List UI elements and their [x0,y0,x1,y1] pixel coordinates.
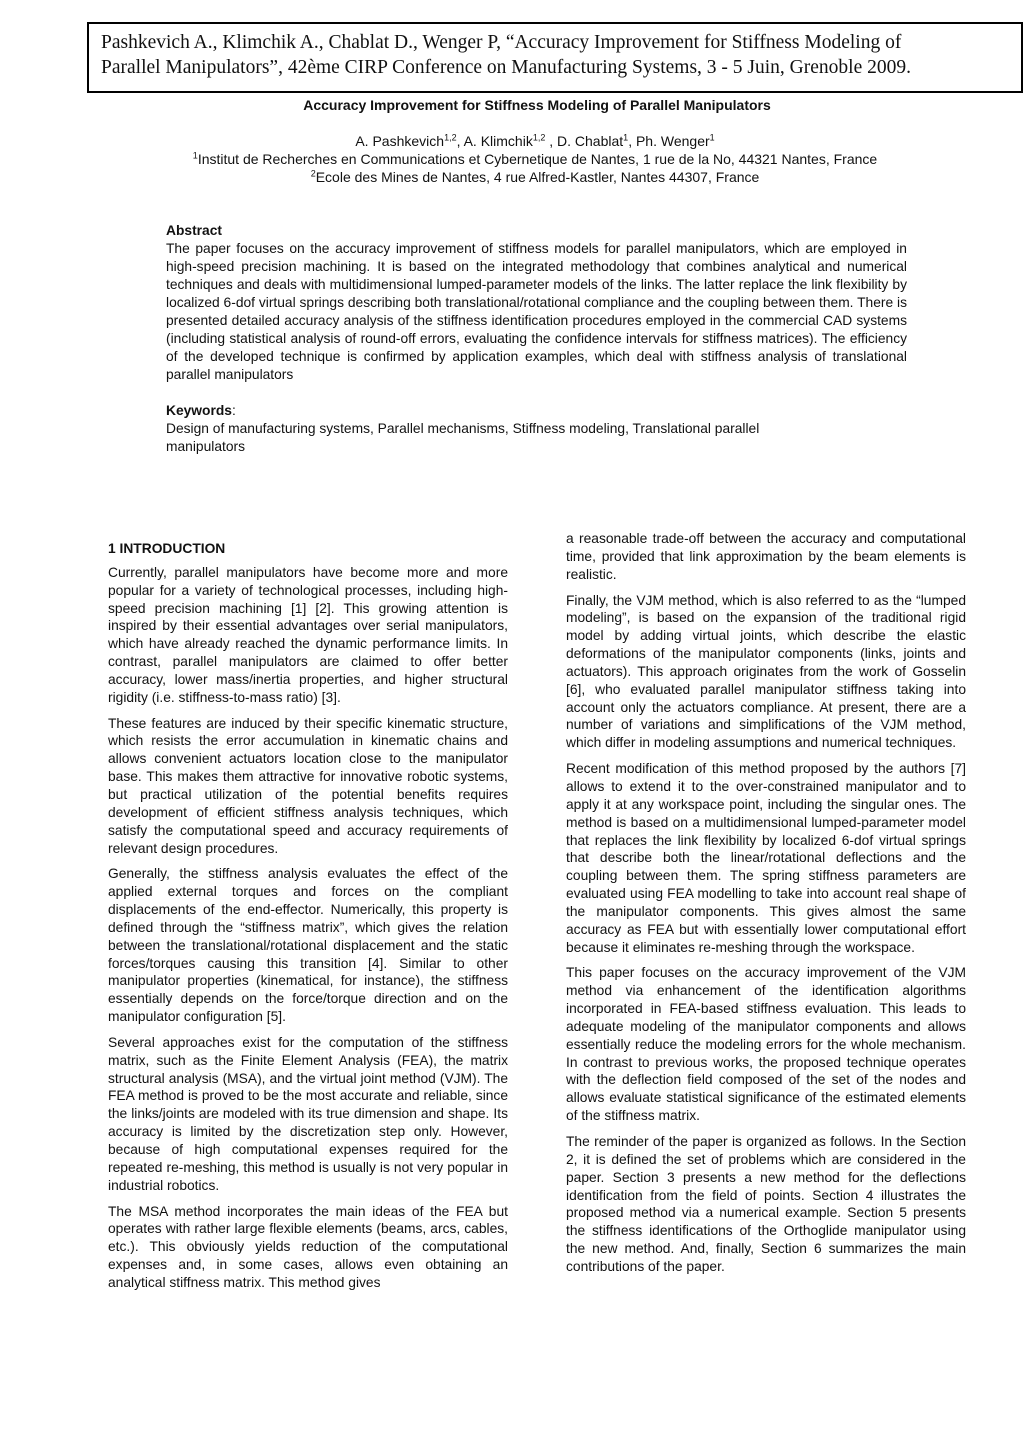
body-paragraph: Currently, parallel manipulators have become more and more popular for a variety of technological processes, including high-speed precision machining [1] [2]. This growing attention is inspired by their essential advantages over serial manipulators, which have already reached the dynamic performance limits. In contrast, parallel manipulators are claimed to offer better accuracy, lower mass/inertia properties, and higher structural rigidity (i.e. stiffness-to-mass ratio) [3]. [108,564,508,705]
affiliation-number: 1 [192,150,198,161]
body-paragraph: a reasonable trade-off between the accuracy and computational time, provided that link approximation by the beam elements is realistic. [566,531,966,582]
body-paragraph: Finally, the VJM method, which is also referred to as the “lumped modeling”, is based on the expansion of the traditional rigid model by adding virtual joints, which describe the elastic deformations of the manipulator components (links, joints and actuators). This approach originates from the work of Gosselin [6], who evaluated parallel manipulator stiffness taking into account only the actuators compliance. At present, there are a number of variations and simplifications of the VJM method, which differ in modeling assumptions and numerical techniques. [566,592,966,751]
right-column [566,530,966,1284]
author-list: A. Pashkevich$^{1,2}$, A. Klimchik$^{1,2}$ , D. Chablat$^1$, Ph. Wenger$^1$ [355,132,715,149]
author-affiliation-mark: 1 [623,132,629,143]
body-paragraph: These features are induced by their specific kinematic structure, which resists the error accumulation in kinematic chains and allows convenient actuators location close to the manipulator base. This makes them attractive for innovative robotic systems, but practical utilization of the potential benefits requires development of efficient stiffness analysis techniques, which satisfy the computational speed and accuracy requirements of relevant design procedures. [108,715,508,856]
author-affiliation-mark: 1 [709,132,715,143]
keywords-section: Keywords: Design of manufacturing systems, Parallel mechanisms, Stiffness modeling, Translational parallel manipulators [166,402,907,456]
author-name: A. Klimchik [463,133,533,149]
left-column [108,540,508,1300]
body-paragraph: Several approaches exist for the computation of the stiffness matrix, such as the Finite Element Analysis (FEA), the matrix structural analysis (MSA), and the virtual joint method (VJM). The FEA method is proved to be the most accurate and reliable, since the links/joints are modeled with its true dimension and shape. Its accuracy is limited by the discretization step only. However, because of high computational expenses required for the repeated re-meshing, this method is usually is not very popular in industrial robotics. [108,1034,508,1193]
author-name: D. Chablat [557,133,624,149]
abstract-text: The paper focuses on the accuracy improvement of stiffness models for parallel manipulators, which are employed in high-speed precision machining. It is based on the integrated methodology that combines analytical and numerical techniques and deals with multidimensional lumped-parameter models of the links. The latter replace the link flexibility by localized 6-dof virtual springs describing both translational/rotational compliance and the coupling between them. There is presented detailed accuracy analysis of the stiffness identification procedures employed in the commercial CAD systems (including statistical analysis of round-off errors, evaluating the confidence intervals for stiffness matrices). The efficiency of the developed technique is confirmed by application examples, which deal with stiffness analysis of translational parallel manipulators [166,241,907,382]
body-paragraph: Generally, the stiffness analysis evaluates the effect of the applied external torques and forces on the compliant displacements of the end-effector. Numerically, this property is defined through the “stiffness matrix”, which gives the relation between the translational/rotational displacement and the static forces/torques causing this transition [4]. Similar to other manipulator properties (kinematical, for instance), the stiffness essentially depends on the force/torque direction and on the manipulator configuration [5]. [108,866,508,1025]
author-affiliation-mark: 1,2 [444,132,457,143]
abstract-heading: Abstract [166,223,222,238]
affiliation-number: 2 [310,168,316,179]
body-paragraph: This paper focuses on the accuracy improvement of the VJM method via enhancement of the identification algorithms incorporated in FEA-based stiffness evaluation. This leads to adequate modeling of the manipulator components and allows essentially reduce the modeling errors for the whole mechanism. In contrast to previous works, the proposed technique operates with the deflection field composed of the set of the nodes and allows evaluate statistical significance of the estimated elements of the stiffness matrix. [566,965,966,1124]
affiliation-2 [60,169,1010,185]
body-paragraph: The reminder of the paper is organized as follows. In the Section 2, it is defined the set of problems which are considered in the paper. Section 3 presents a new method for the deflections identification from the field of points. Section 4 illustrates the proposed method via a numerical example. Section 5 presents the stiffness identifications of the Orthoglide manipulator using the new method. And, finally, Section 6 summarizes the main contributions of the paper. [566,1134,966,1274]
author-affiliation-mark: 1,2 [532,132,546,143]
author-name: A. Pashkevich [355,133,445,149]
abstract-section [166,222,907,456]
citation-line-1: Pashkevich A., Klimchik A., Chablat D., Wenger P, “Accuracy Improvement for Stiffness Modeling of [101,32,902,53]
paper-title: Accuracy Improvement for Stiffness Modeling of Parallel Manipulators [303,97,771,113]
keywords-line-2: manipulators [166,439,245,454]
affiliation-text: Ecole des Mines de Nantes, 4 rue Alfred-Kastler, Nantes 44307, France [315,169,760,185]
body-paragraph: Recent modification of this method proposed by the authors [7] allows to extend it to the over-constrained manipulator and to apply it at any workspace point, including the singular ones. The method is based on a multidimensional lumped-parameter model that replaces the link flexibility by localized 6-dof virtual springs that describe both the linear/rotational deflections and the coupling between them. The spring stiffness parameters are evaluated using FEA modelling to take into account real shape of the manipulator components. This gives almost the same accuracy as FEA but with essentially lower computational effort because it eliminates re-meshing through the workspace. [566,761,966,955]
keywords-line-1: Design of manufacturing systems, Parallel mechanisms, Stiffness modeling, Translational parallel [166,421,760,436]
body-paragraph: The MSA method incorporates the main ideas of the FEA but operates with rather large flexible elements (beams, arcs, cables, etc.). This obviously yields reduction of the computational expenses and, in some cases, allows even obtaining an analytical stiffness matrix. This method gives [108,1203,508,1290]
section-heading-introduction: 1 INTRODUCTION [108,541,226,556]
citation-line-2: Parallel Manipulators”, 42ème CIRP Conference on Manufacturing Systems, 3 - 5 Juin, Grenoble 2009. [101,57,911,78]
affiliation-1 [60,151,1010,167]
affiliation-text: Institut de Recherches en Communications et Cybernetique de Nantes, 1 rue de la No, 44321 Nantes, France [197,151,878,167]
citation-box [87,22,1023,93]
keywords-heading: Keywords [166,403,232,418]
author-name: Ph. Wenger [635,133,710,149]
